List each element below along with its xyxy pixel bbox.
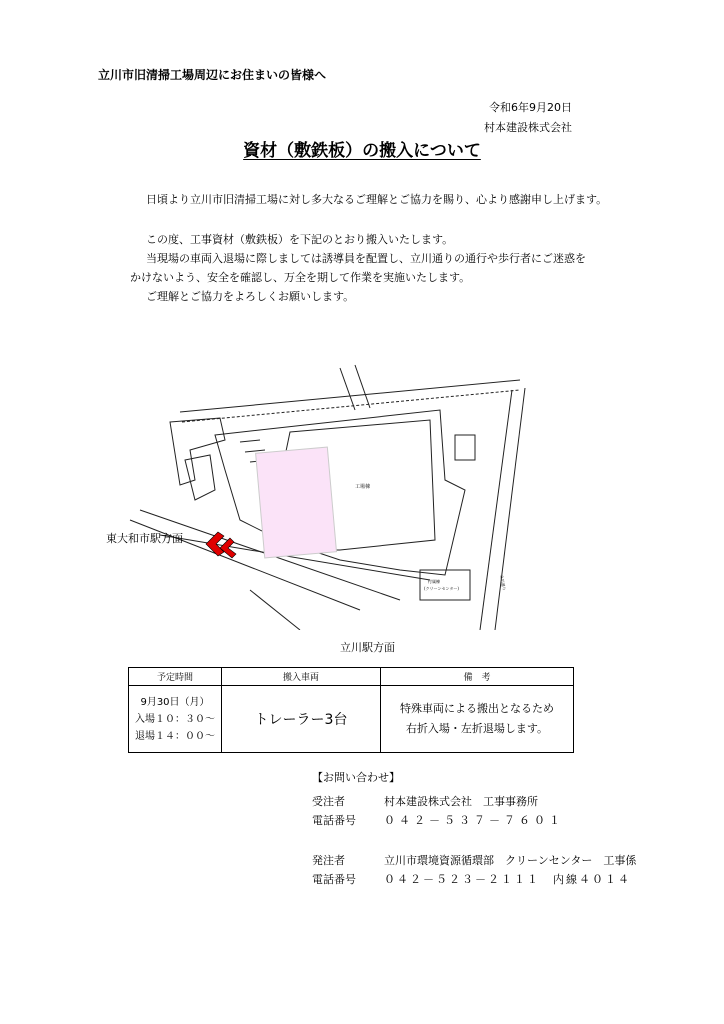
client-phone-value: ０４２－５２３－２１１１ 内線４０１４ xyxy=(384,873,631,886)
client-label: 発注者 xyxy=(312,854,345,867)
body-paragraph-closing: ご理解とご協力をよろしくお願いします。 xyxy=(146,290,355,303)
schedule-exit-time: 退場１４：００～ xyxy=(135,730,215,742)
client-value: 立川市環境資源循環部 クリーンセンター 工事係 xyxy=(384,854,637,867)
issuer-company: 村本建設株式会社 xyxy=(484,121,572,134)
map-entry-arrow xyxy=(206,532,224,556)
direction-label-higashiyamato: 東大和市駅方面 xyxy=(106,532,183,545)
header-vehicle: 搬入車両 xyxy=(222,668,381,686)
map-structure-1 xyxy=(455,435,475,460)
body-paragraph-greeting: 日頃より立川市旧清掃工場に対し多大なるご理解とご協力を賜り、心より感謝申し上げます。 xyxy=(146,193,608,206)
header-time: 予定時間 xyxy=(129,668,222,686)
schedule-table xyxy=(128,667,574,753)
body-paragraph-safety-1: 当現場の車両入退場に際しましては誘導員を配置し、立川通りの通行や歩行者にご迷惑を xyxy=(146,252,586,265)
header-remarks: 備 考 xyxy=(381,668,574,686)
map-building-label: 工場棟 xyxy=(355,484,371,490)
schedule-vehicle: トレーラー3台 xyxy=(222,686,381,753)
map-road-label: 立川通り xyxy=(499,574,507,591)
map-annex-label-1: 付属棟 xyxy=(428,579,440,584)
schedule-remarks xyxy=(381,686,574,753)
body-paragraph-notice: この度、工事資材（敷鉄板）を下記のとおり搬入いたします。 xyxy=(146,233,454,246)
document-title: 資材（敷鉄板）の搬入について xyxy=(243,141,481,161)
site-map xyxy=(100,360,540,630)
direction-label-tachikawa: 立川駅方面 xyxy=(340,641,395,654)
remarks-line-1: 特殊車両による搬出となるため xyxy=(400,702,554,715)
schedule-date: 9月30日（月） xyxy=(140,696,210,708)
contractor-phone-label: 電話番号 xyxy=(312,814,356,827)
map-road-lower-4 xyxy=(250,590,300,630)
client-phone-label: 電話番号 xyxy=(312,873,356,886)
map-road-branch-2 xyxy=(355,365,370,408)
map-exit-arrow xyxy=(220,538,236,558)
map-annex-label-2: (クリーンセンター) xyxy=(424,586,459,591)
schedule-entry-time: 入場１０：３０～ xyxy=(135,713,215,725)
map-road-branch xyxy=(340,368,355,410)
schedule-time-cell xyxy=(129,686,222,753)
contractor-phone-value: ０４２－５３７－７６０１ xyxy=(384,814,564,827)
map-lot-left-1 xyxy=(170,418,225,485)
map-road-right-2 xyxy=(495,388,525,630)
schedule-row xyxy=(129,686,574,753)
contact-heading: 【お問い合わせ】 xyxy=(312,771,400,784)
schedule-header-row xyxy=(129,668,574,686)
addressee: 立川市旧清掃工場周辺にお住まいの皆様へ xyxy=(98,68,327,82)
remarks-line-2: 右折入場・左折退場します。 xyxy=(405,722,549,735)
map-work-area xyxy=(256,447,337,558)
contractor-value: 村本建設株式会社 工事事務所 xyxy=(384,795,538,808)
map-road-top-dashed xyxy=(182,390,520,422)
body-paragraph-safety-2: かけないよう、安全を確認し、万全を期して作業を実施いたします。 xyxy=(130,271,471,284)
contractor-label: 受注者 xyxy=(312,795,345,808)
map-lot-left-2 xyxy=(185,455,215,500)
map-road-right xyxy=(480,390,512,630)
issue-date: 令和6年9月20日 xyxy=(489,101,572,114)
